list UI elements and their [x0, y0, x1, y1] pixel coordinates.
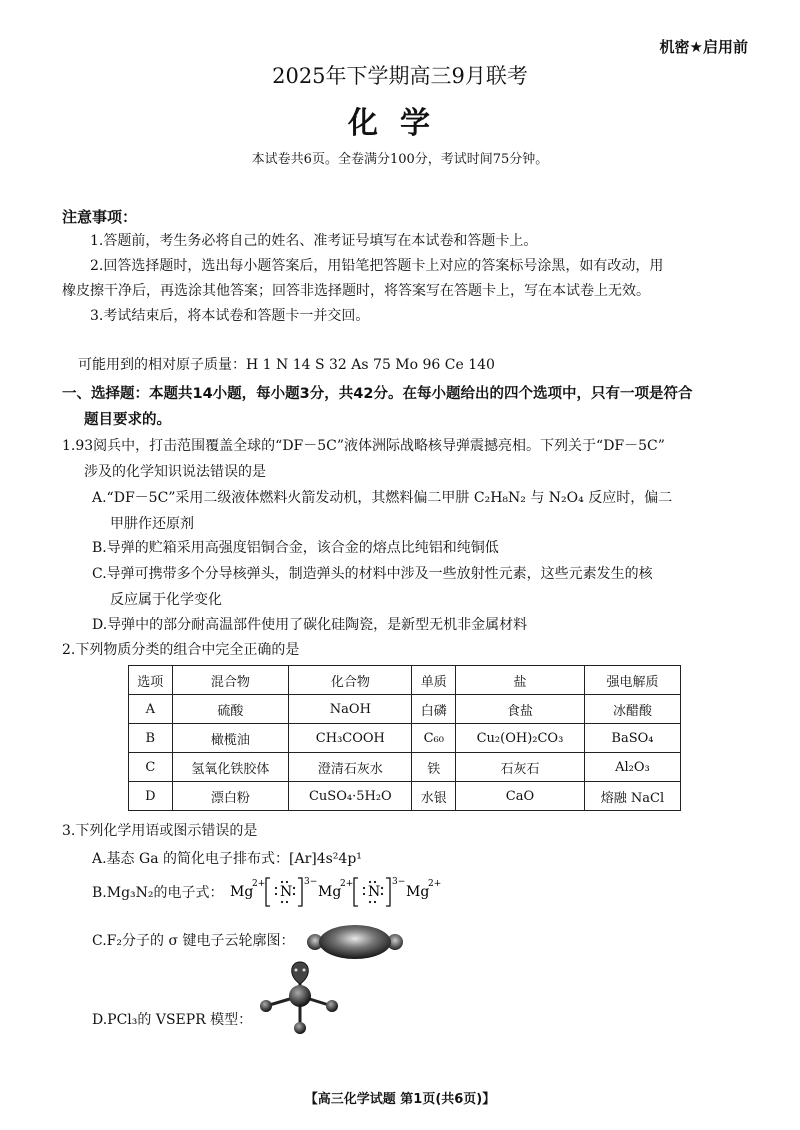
table-header: 选项	[129, 666, 173, 695]
question-2-stem: 2.下列物质分类的组合中完全正确的是	[62, 642, 300, 658]
mg-charge-1: 2+	[252, 879, 266, 889]
n-ion-1: N	[280, 884, 293, 900]
table-cell: C	[129, 753, 173, 782]
mg3n2-electron-formula	[228, 872, 498, 912]
n-charge-2: 3−	[392, 877, 406, 887]
q1-option-c	[92, 561, 764, 613]
classification-table	[128, 665, 681, 811]
note-item-2a: 2.回答选择题时，选出每小题答案后，用铅笔把答题卡上对应的答案标号涂黑，如有改动，用	[90, 258, 664, 274]
table-cell: B	[129, 724, 173, 753]
q3-option-b: B.Mg₃N₂的电子式：	[92, 885, 224, 901]
table-cell: 硫酸	[172, 695, 289, 724]
table-cell: 水银	[412, 782, 456, 811]
table-cell: 食盐	[456, 695, 585, 724]
question-3-stem: 3.下列化学用语或图示错误的是	[62, 823, 258, 839]
atomic-masses: 可能用到的相对原子质量：H 1 N 14 S 32 As 75 Mo 96 Ce 140	[78, 357, 495, 373]
q1-stem-line2: 涉及的化学知识说法错误的是	[84, 464, 266, 480]
q3-option-d: D.PCl₃的 VSEPR 模型：	[92, 1012, 253, 1028]
table-cell: 澄清石灰水	[289, 753, 412, 782]
table-cell: Al₂O₃	[584, 753, 680, 782]
table-header: 强电解质	[584, 666, 680, 695]
table-row	[129, 695, 681, 724]
q1-option-d: D.导弹中的部分耐高温部件使用了碳化硅陶瓷，是新型无机非金属材料	[92, 617, 528, 633]
q3-option-a: A.基态 Ga 的简化电子排布式：[Ar]4s²4p¹	[92, 851, 362, 867]
table-cell: 石灰石	[456, 753, 585, 782]
table-cell: CaO	[456, 782, 585, 811]
table-cell: CH₃COOH	[289, 724, 412, 753]
mg-ion-2: Mg	[318, 884, 342, 900]
table-cell: 白磷	[412, 695, 456, 724]
mg-charge-2: 2+	[340, 879, 354, 889]
bracket-right-1	[298, 878, 302, 906]
q3-option-c: C.F₂分子的 σ 键电子云轮廓图：	[92, 933, 295, 949]
mg-ion-1: Mg	[230, 884, 254, 900]
mg-charge-3: 2+	[428, 879, 442, 889]
table-cell: NaOH	[289, 695, 412, 724]
bracket-left-1	[266, 878, 270, 906]
n-charge-1: 3−	[304, 877, 318, 887]
exam-info: 本试卷共6页。全卷满分100分，考试时间75分钟。	[251, 152, 549, 167]
n-ion-2: N	[368, 884, 381, 900]
table-header: 化合物	[289, 666, 412, 695]
q1-option-a-line1: A.“DF－5C”采用二级液体燃料火箭发动机，其燃料偏二甲肼 C₂H₈N₂ 与 N₂O₄ 反应时，偏二	[92, 490, 673, 506]
table-header: 盐	[456, 666, 585, 695]
q1-option-b: B.导弹的贮箱采用高强度铝铜合金，该合金的熔点比纯铝和纯铜低	[92, 540, 499, 556]
subject-title: 化学	[348, 106, 452, 141]
table-header: 混合物	[172, 666, 289, 695]
table-cell: 铁	[412, 753, 456, 782]
exam-title: 2025年下学期高三9月联考	[272, 64, 528, 88]
table-cell: Cu₂(OH)₂CO₃	[456, 724, 585, 753]
table-cell: C₆₀	[412, 724, 456, 753]
table-cell: BaSO₄	[584, 724, 680, 753]
section-heading-line2: 题目要求的。	[84, 412, 171, 428]
mg-ion-3: Mg	[406, 884, 430, 900]
note-item-2b: 橡皮擦干净后，再选涂其他答案；回答非选择题时，将答案写在答题卡上，写在本试卷上无效。	[62, 283, 650, 299]
q1-option-a-line2: 甲肼作还原剂	[110, 516, 194, 532]
section-heading	[62, 381, 762, 433]
table-cell: CuSO₄·5H₂O	[289, 782, 412, 811]
pcl3-vsepr-model-icon	[256, 958, 346, 1038]
note-item-1: 1.答题前，考生务必将自己的姓名、准考证号填写在本试卷和答题卡上。	[90, 233, 538, 249]
bracket-left-2	[354, 878, 358, 906]
q1-stem-line1: 1.93阅兵中，打击范围覆盖全球的“DF－5C”液体洲际战略核导弹震撼亮相。下列关于“DF－5C”	[62, 438, 665, 454]
table-row	[129, 782, 681, 811]
page-footer: 【高三化学试题 第1页(共6页)】	[304, 1092, 496, 1107]
table-header: 单质	[412, 666, 456, 695]
table-cell: A	[129, 695, 173, 724]
section-heading-line1: 一、选择题：本题共14小题，每小题3分，共42分。在每小题给出的四个选项中，只有一项是符合	[62, 386, 693, 402]
table-cell: 氢氧化铁胶体	[172, 753, 289, 782]
q1-option-c-line1: C.导弹可携带多个分导核弹头，制造弹头的材料中涉及一些放射性元素，这些元素发生的核	[92, 566, 653, 582]
confidential-label: 机密★启用前	[659, 38, 748, 56]
q1-option-a	[92, 485, 764, 537]
sigma-bond-orbital-icon	[305, 922, 405, 962]
table-cell: D	[129, 782, 173, 811]
table-row	[129, 724, 681, 753]
table-cell: 熔融 NaCl	[584, 782, 680, 811]
table-header-row	[129, 666, 681, 695]
notes-title: 注意事项：	[62, 208, 138, 226]
table-cell: 漂白粉	[172, 782, 289, 811]
note-item-3: 3.考试结束后，将本试卷和答题卡一并交回。	[90, 308, 370, 324]
q1-option-c-line2: 反应属于化学变化	[110, 592, 222, 608]
question-1-stem	[62, 433, 762, 485]
bracket-right-2	[386, 878, 390, 906]
table-row	[129, 753, 681, 782]
table-cell: 冰醋酸	[584, 695, 680, 724]
table-cell: 橄榄油	[172, 724, 289, 753]
